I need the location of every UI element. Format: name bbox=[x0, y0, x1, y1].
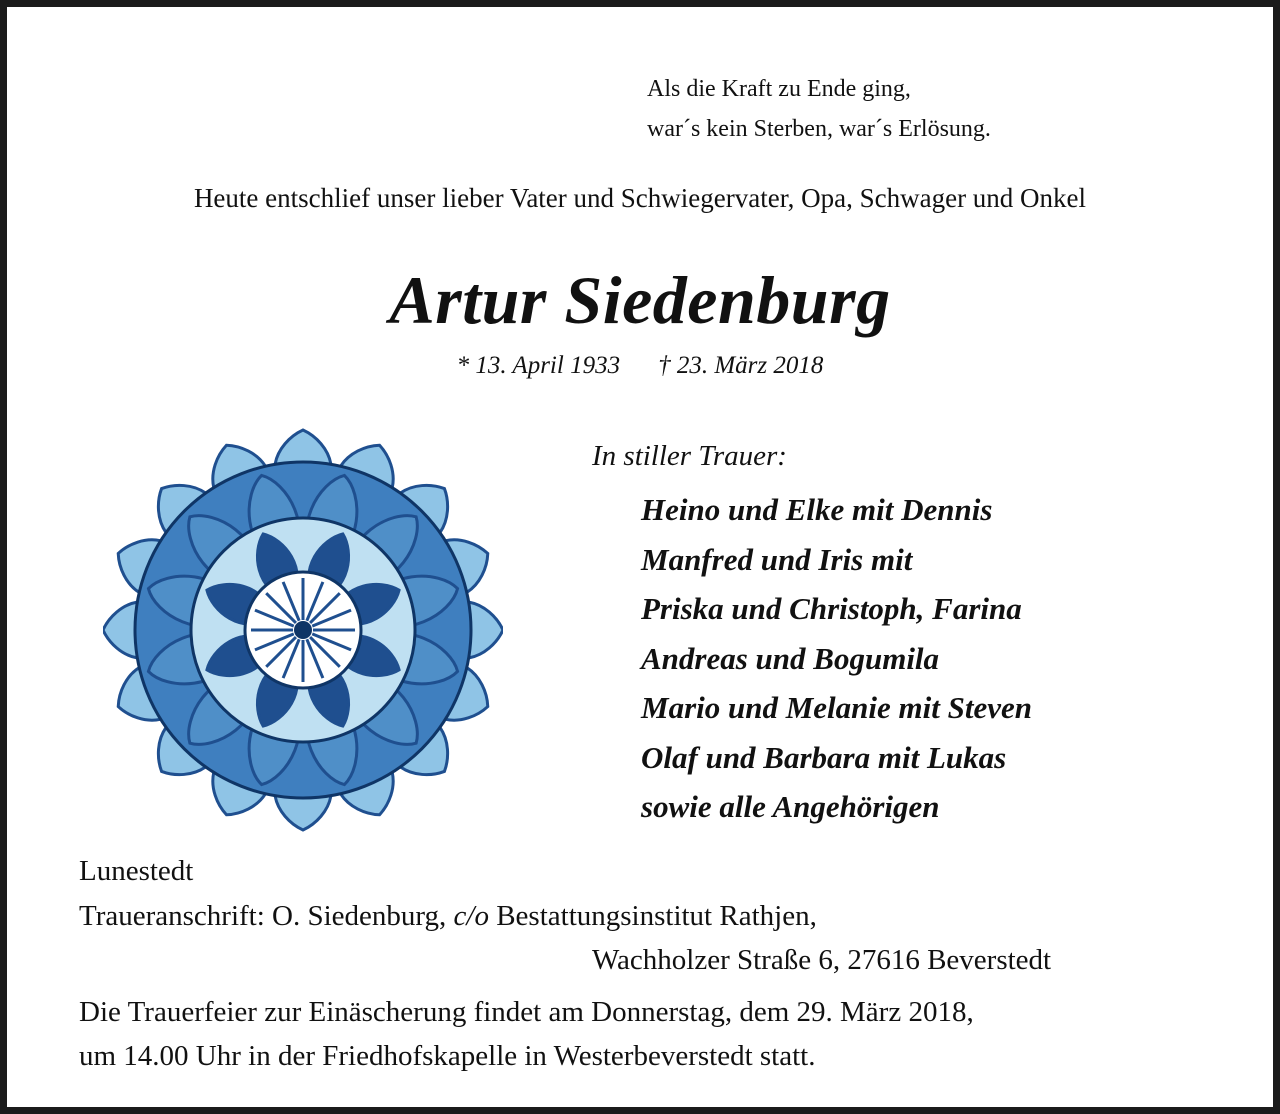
mandala-ornament-icon bbox=[103, 427, 503, 833]
address-label: Traueranschrift: O. Siedenburg, bbox=[79, 900, 454, 932]
death-date: † 23. März 2018 bbox=[658, 352, 824, 379]
ceremony-line-2: um 14.00 Uhr in der Friedhofskapelle in Westerbeverstedt statt. bbox=[79, 1040, 816, 1072]
mandala-center-dot bbox=[294, 621, 312, 639]
mourner-name: Manfred und Iris mit bbox=[641, 541, 913, 577]
place: Lunestedt bbox=[79, 855, 194, 887]
mourner-name: Andreas und Bogumila bbox=[641, 640, 940, 676]
mourning-address bbox=[79, 900, 817, 933]
verse-line-2: war´s kein Sterben, war´s Erlösung. bbox=[647, 116, 991, 142]
intro-text: Heute entschlief unser lieber Vater und Schwiegervater, Opa, Schwager und Onkel bbox=[193, 183, 1087, 213]
address-care-of: c/o bbox=[453, 900, 489, 932]
mourner-name: Mario und Melanie mit Steven bbox=[641, 690, 1032, 725]
mourners-list bbox=[641, 485, 1032, 832]
mourner-name: sowie alle Angehörigen bbox=[641, 789, 940, 824]
deceased-name: Artur Siedenburg bbox=[389, 262, 891, 338]
life-dates bbox=[7, 352, 1273, 380]
mourner-name: Priska und Christoph, Farina bbox=[641, 591, 1022, 626]
birth-date: * 13. April 1933 bbox=[456, 352, 621, 379]
ceremony-line-1: Die Trauerfeier zur Einäscherung findet am Donnerstag, dem 29. März 2018, bbox=[79, 996, 974, 1028]
mourner-name: Olaf und Barbara mit Lukas bbox=[641, 739, 1007, 775]
ceremony-info bbox=[79, 990, 974, 1078]
mourner-name: Heino und Elke mit Dennis bbox=[641, 492, 993, 527]
address-street: Wachholzer Straße 6, 27616 Beverstedt bbox=[592, 944, 1052, 976]
mourning-heading: In stiller Trauer: bbox=[592, 440, 787, 472]
verse-line-1: Als die Kraft zu Ende ging, bbox=[647, 76, 911, 102]
address-funeral-home: Bestattungsinstitut Rathjen, bbox=[488, 900, 817, 932]
verse bbox=[647, 69, 991, 149]
